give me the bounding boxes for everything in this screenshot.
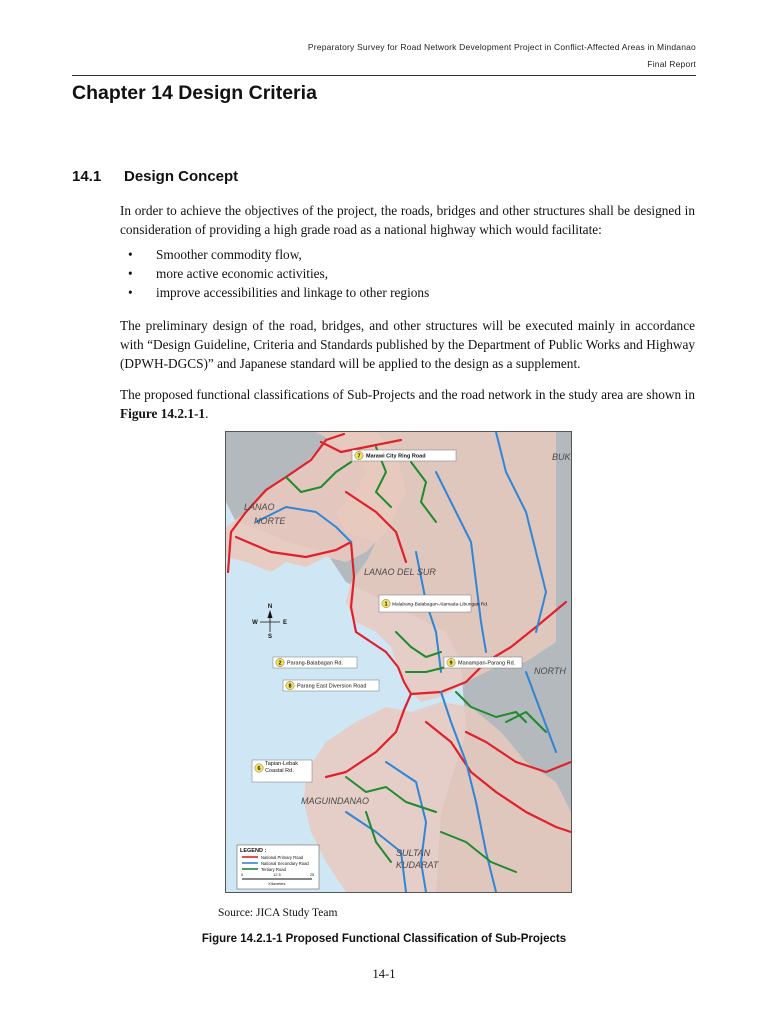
subproject-label: Malabang-Balabagan-Alamada-Libungan Rd.	[392, 602, 489, 608]
subproject-label: Tapian-Lebak Coastal Rd.	[265, 761, 299, 774]
figure-reference[interactable]: Figure 14.2.1-1	[120, 406, 206, 421]
design-standards-paragraph: The preliminary design of the road, bridges, and other structures will be executed mainly in accordance with “Design Guideline, Criteria and Standards published by the Department of Public Works and Highway (DPWH-DGCS)” and Japanese standard will be applied to the design as a supplement.	[120, 318, 695, 371]
section-heading	[72, 168, 238, 185]
compass-e: E	[282, 620, 288, 626]
subproject-label: Parang East Diversion Road	[297, 683, 367, 690]
classification-paragraph	[120, 385, 695, 423]
subproject-number: 7	[357, 453, 361, 460]
legend-title: LEGEND :	[240, 848, 267, 854]
chapter-title: Chapter 14 Design Criteria	[72, 82, 317, 104]
region-label: NORTH	[534, 666, 566, 676]
subproject-callout-8	[283, 680, 379, 691]
running-header-title: Preparatory Survey for Road Network Development Project in Conflict-Affected Areas in Mindanao	[307, 42, 696, 52]
subproject-number: 8	[288, 683, 292, 690]
subproject-callout-2	[273, 657, 357, 668]
subproject-number: 1	[384, 601, 388, 608]
section-title: Design Concept	[124, 168, 239, 185]
paragraph-text: The proposed functional classifications of Sub-Projects and the road network in the study area are shown in	[120, 387, 695, 402]
subproject-label: Manampan-Parang Rd.	[458, 660, 516, 667]
figure-source: Source: JICA Study Team	[218, 907, 338, 919]
list-item: • Smoother commodity flow,	[128, 245, 429, 264]
page-number: 14-1	[372, 967, 396, 981]
objective-list	[128, 245, 429, 302]
legend-item-label: National Secondary Road	[261, 861, 309, 866]
scale-tick-label: 12.5	[273, 873, 281, 877]
scale-unit: Kilometers	[268, 882, 286, 886]
running-header-report: Final Report	[647, 59, 696, 69]
subproject-callout-9	[444, 657, 522, 668]
paragraph-end: .	[205, 406, 209, 421]
region-label: MAGUINDANAO	[301, 796, 370, 806]
intro-paragraph: In order to achieve the objectives of the project, the roads, bridges and other structures shall be designed in consideration of providing a high grade road as a national highway which would facilitate:	[120, 203, 695, 237]
map-graphic	[226, 432, 571, 892]
region-label: NORTE	[254, 516, 286, 526]
subproject-callout-6	[252, 760, 312, 782]
compass-n: N	[267, 604, 273, 610]
region-label: BUK	[552, 452, 571, 462]
figure-caption: Figure 14.2.1-1 Proposed Functional Classification of Sub-Projects	[201, 933, 567, 945]
subproject-label: Parang-Balabagan Rd.	[287, 660, 343, 667]
subproject-callout-7	[352, 450, 456, 461]
list-item: • improve accessibilities and linkage to other regions	[128, 283, 429, 302]
section-number: 14.1	[72, 168, 102, 185]
subproject-number: 9	[449, 660, 453, 667]
region-label: KUDARAT	[396, 860, 439, 870]
subproject-label: Marawi City Ring Road	[366, 453, 426, 460]
compass-s: S	[267, 634, 273, 640]
region-label: LANAO DEL SUR	[364, 567, 436, 577]
compass-w: W	[252, 620, 258, 626]
map-legend	[237, 845, 319, 889]
list-item: • more active economic activities,	[128, 264, 429, 283]
region-label: LANAO	[244, 502, 275, 512]
scale-tick-label: 25	[309, 873, 315, 877]
scale-tick-label: 0	[240, 873, 244, 877]
legend-item-label: National Primary Road	[261, 855, 304, 860]
subproject-number: 2	[278, 660, 282, 667]
road-network-map	[225, 431, 572, 893]
subproject-number: 6	[257, 766, 261, 772]
legend-item-label: Tertiary Road	[261, 867, 286, 872]
region-label: SULTAN	[396, 848, 431, 858]
header-rule	[72, 75, 696, 76]
